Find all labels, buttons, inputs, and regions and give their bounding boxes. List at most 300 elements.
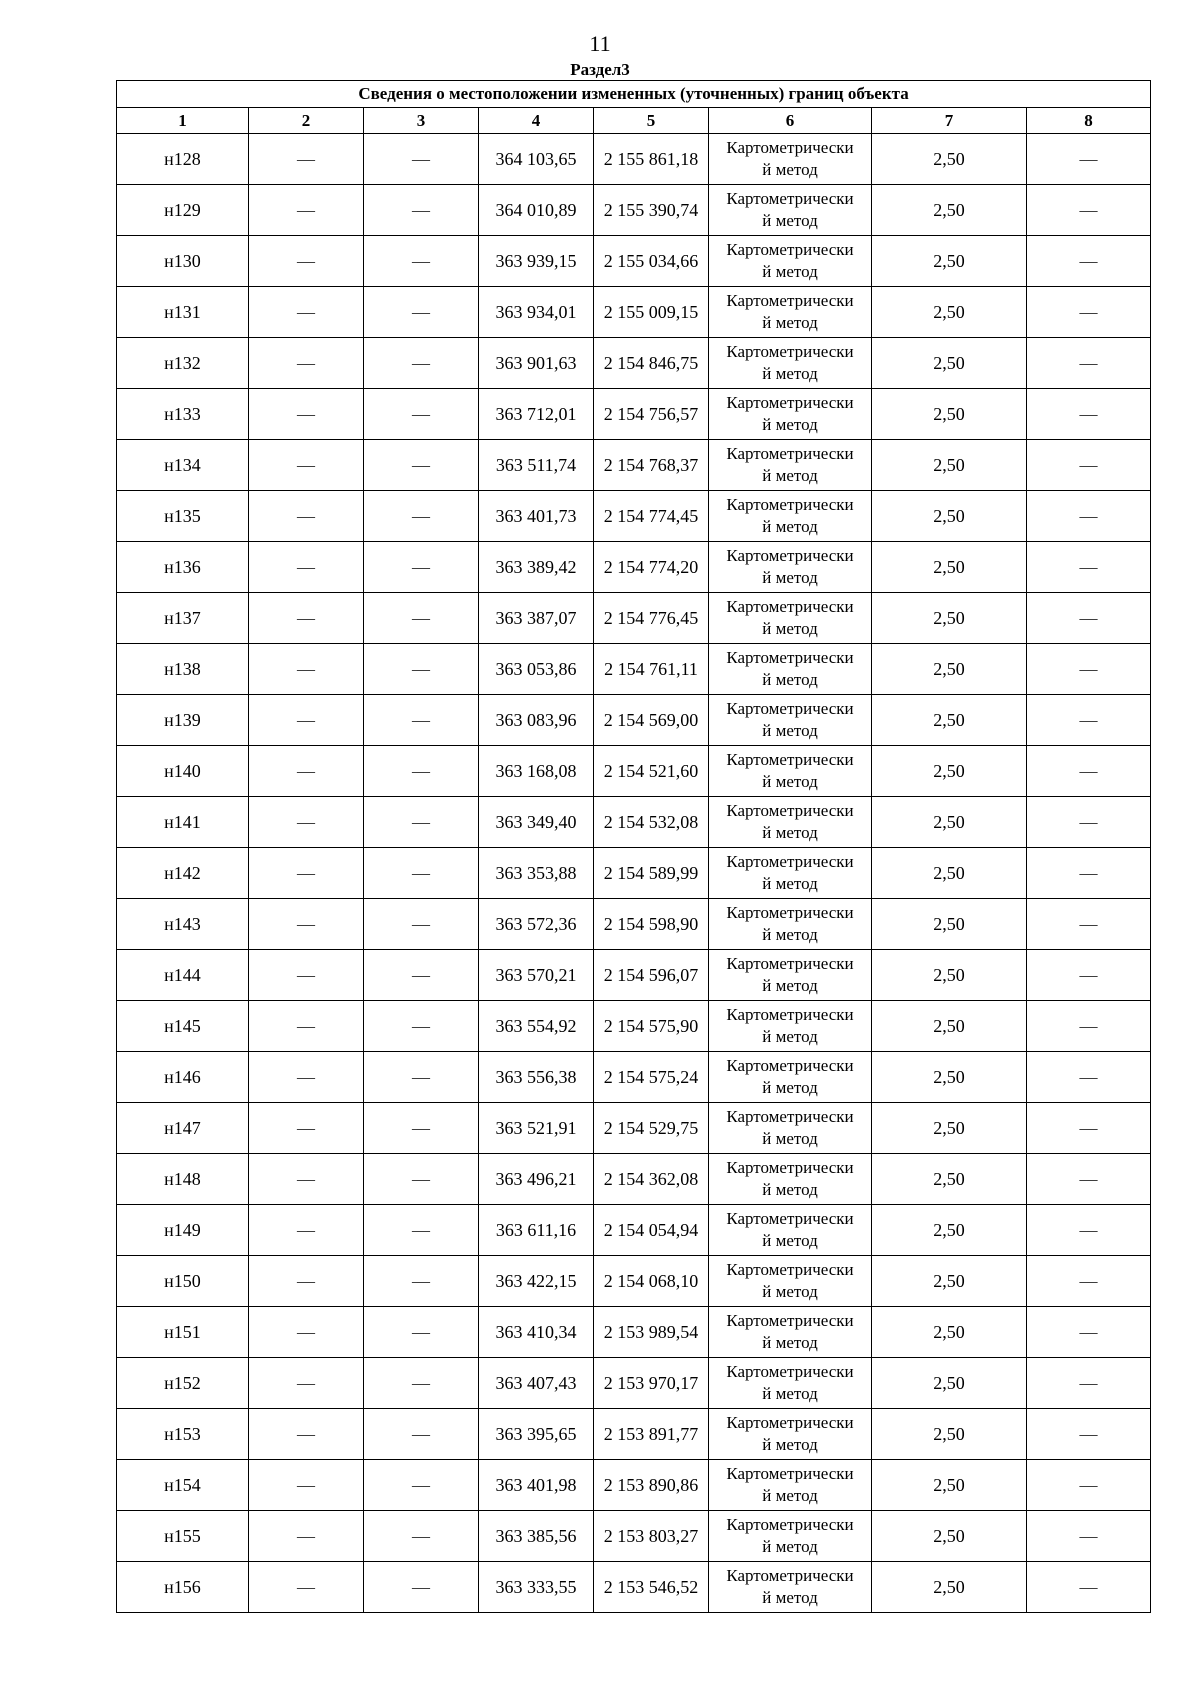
cell-col-3: — — [364, 338, 479, 389]
method-text-line: Картометрически — [726, 1260, 854, 1279]
cell-col-3: — — [364, 287, 479, 338]
cell-coord-y: 2 154 529,75 — [594, 1103, 709, 1154]
table-row — [117, 1205, 1151, 1256]
method-text-line: Картометрически — [726, 750, 854, 769]
method-text-line: й метод — [762, 1027, 818, 1046]
cell-col-3: — — [364, 746, 479, 797]
table-row — [117, 440, 1151, 491]
cell-accuracy: 2,50 — [872, 1103, 1027, 1154]
table-row — [117, 542, 1151, 593]
method-text-line: Картометрически — [726, 444, 854, 463]
method-text-line: й метод — [762, 1129, 818, 1148]
cell-coord-x: 363 083,96 — [479, 695, 594, 746]
column-header-1: 1 — [117, 108, 249, 134]
cell-coord-x: 363 570,21 — [479, 950, 594, 1001]
cell-col-2: — — [249, 950, 364, 1001]
cell-col-2: — — [249, 1307, 364, 1358]
cell-method — [709, 1562, 872, 1613]
cell-point-name: н155 — [117, 1511, 249, 1562]
cell-col-8: — — [1027, 1205, 1151, 1256]
table-row — [117, 950, 1151, 1001]
cell-accuracy: 2,50 — [872, 797, 1027, 848]
method-text-line: й метод — [762, 313, 818, 332]
method-text-line: й метод — [762, 670, 818, 689]
method-text-line: й метод — [762, 262, 818, 281]
table-body — [117, 134, 1151, 1613]
cell-method — [709, 644, 872, 695]
table-row — [117, 1103, 1151, 1154]
method-text-line: й метод — [762, 874, 818, 893]
cell-col-8: — — [1027, 1001, 1151, 1052]
cell-coord-x: 363 939,15 — [479, 236, 594, 287]
table-row — [117, 899, 1151, 950]
method-text-line: Картометрически — [726, 1056, 854, 1075]
column-header-2: 2 — [249, 108, 364, 134]
cell-method — [709, 1511, 872, 1562]
table-row — [117, 848, 1151, 899]
boundary-coordinates-table — [116, 80, 1151, 1613]
cell-col-2: — — [249, 899, 364, 950]
cell-col-2: — — [249, 287, 364, 338]
cell-col-2: — — [249, 1511, 364, 1562]
cell-col-2: — — [249, 593, 364, 644]
cell-accuracy: 2,50 — [872, 746, 1027, 797]
cell-accuracy: 2,50 — [872, 1511, 1027, 1562]
cell-col-3: — — [364, 1307, 479, 1358]
cell-col-2: — — [249, 440, 364, 491]
method-text-line: й метод — [762, 721, 818, 740]
cell-coord-x: 363 385,56 — [479, 1511, 594, 1562]
cell-point-name: н148 — [117, 1154, 249, 1205]
cell-accuracy: 2,50 — [872, 134, 1027, 185]
method-text-line: Картометрически — [726, 1413, 854, 1432]
cell-accuracy: 2,50 — [872, 644, 1027, 695]
cell-col-8: — — [1027, 1103, 1151, 1154]
cell-method — [709, 134, 872, 185]
cell-coord-x: 363 349,40 — [479, 797, 594, 848]
cell-point-name: н142 — [117, 848, 249, 899]
cell-coord-y: 2 154 575,24 — [594, 1052, 709, 1103]
cell-method — [709, 185, 872, 236]
cell-col-2: — — [249, 1409, 364, 1460]
cell-coord-x: 363 353,88 — [479, 848, 594, 899]
cell-coord-y: 2 154 774,45 — [594, 491, 709, 542]
cell-col-8: — — [1027, 644, 1151, 695]
cell-accuracy: 2,50 — [872, 440, 1027, 491]
cell-coord-y: 2 154 575,90 — [594, 1001, 709, 1052]
section-title: Раздел3 — [570, 60, 630, 79]
cell-method — [709, 593, 872, 644]
cell-point-name: н129 — [117, 185, 249, 236]
cell-col-3: — — [364, 1409, 479, 1460]
cell-coord-x: 363 407,43 — [479, 1358, 594, 1409]
cell-point-name: н138 — [117, 644, 249, 695]
method-text-line: Картометрически — [726, 1362, 854, 1381]
cell-col-3: — — [364, 185, 479, 236]
cell-accuracy: 2,50 — [872, 491, 1027, 542]
method-text-line: й метод — [762, 619, 818, 638]
cell-point-name: н137 — [117, 593, 249, 644]
cell-coord-x: 363 389,42 — [479, 542, 594, 593]
method-text-line: Картометрически — [726, 801, 854, 820]
table-caption-row — [117, 81, 1151, 108]
cell-col-3: — — [364, 899, 479, 950]
cell-method — [709, 1256, 872, 1307]
cell-accuracy: 2,50 — [872, 1460, 1027, 1511]
cell-col-8: — — [1027, 1460, 1151, 1511]
cell-coord-y: 2 154 362,08 — [594, 1154, 709, 1205]
cell-point-name: н133 — [117, 389, 249, 440]
cell-col-3: — — [364, 134, 479, 185]
cell-point-name: н146 — [117, 1052, 249, 1103]
cell-method — [709, 1001, 872, 1052]
cell-accuracy: 2,50 — [872, 542, 1027, 593]
method-text-line: й метод — [762, 772, 818, 791]
cell-coord-y: 2 154 761,11 — [594, 644, 709, 695]
cell-coord-x: 364 010,89 — [479, 185, 594, 236]
cell-col-8: — — [1027, 1154, 1151, 1205]
table-row — [117, 1511, 1151, 1562]
table-row — [117, 1358, 1151, 1409]
cell-method — [709, 1154, 872, 1205]
method-text-line: Картометрически — [726, 240, 854, 259]
cell-col-8: — — [1027, 1358, 1151, 1409]
cell-method — [709, 440, 872, 491]
method-text-line: Картометрически — [726, 954, 854, 973]
column-header-6: 6 — [709, 108, 872, 134]
method-text-line: Картометрически — [726, 189, 854, 208]
cell-accuracy: 2,50 — [872, 338, 1027, 389]
column-header-4: 4 — [479, 108, 594, 134]
cell-coord-x: 363 572,36 — [479, 899, 594, 950]
cell-coord-y: 2 153 546,52 — [594, 1562, 709, 1613]
cell-col-3: — — [364, 950, 479, 1001]
method-text-line: й метод — [762, 1333, 818, 1352]
method-text-line: й метод — [762, 568, 818, 587]
method-text-line: Картометрически — [726, 291, 854, 310]
cell-coord-x: 363 511,74 — [479, 440, 594, 491]
cell-accuracy: 2,50 — [872, 848, 1027, 899]
cell-method — [709, 899, 872, 950]
cell-col-2: — — [249, 134, 364, 185]
cell-point-name: н141 — [117, 797, 249, 848]
cell-coord-y: 2 153 989,54 — [594, 1307, 709, 1358]
method-text-line: й метод — [762, 1282, 818, 1301]
cell-method — [709, 236, 872, 287]
method-text-line: й метод — [762, 1486, 818, 1505]
cell-method — [709, 695, 872, 746]
column-header-5: 5 — [594, 108, 709, 134]
cell-col-8: — — [1027, 287, 1151, 338]
method-text-line: Картометрически — [726, 1566, 854, 1585]
table-row — [117, 491, 1151, 542]
cell-point-name: н139 — [117, 695, 249, 746]
cell-col-2: — — [249, 848, 364, 899]
cell-col-8: — — [1027, 440, 1151, 491]
cell-point-name: н132 — [117, 338, 249, 389]
cell-col-3: — — [364, 389, 479, 440]
cell-coord-x: 363 333,55 — [479, 1562, 594, 1613]
cell-coord-x: 363 387,07 — [479, 593, 594, 644]
method-text-line: й метод — [762, 1384, 818, 1403]
cell-coord-y: 2 153 803,27 — [594, 1511, 709, 1562]
method-text-line: Картометрически — [726, 1005, 854, 1024]
cell-col-8: — — [1027, 491, 1151, 542]
cell-col-2: — — [249, 1256, 364, 1307]
cell-coord-x: 363 410,34 — [479, 1307, 594, 1358]
method-text-line: Картометрически — [726, 1311, 854, 1330]
column-header-8: 8 — [1027, 108, 1151, 134]
method-text-line: й метод — [762, 1435, 818, 1454]
method-text-line: й метод — [762, 925, 818, 944]
method-text-line: Картометрически — [726, 597, 854, 616]
cell-point-name: н156 — [117, 1562, 249, 1613]
cell-col-3: — — [364, 644, 479, 695]
cell-col-8: — — [1027, 1052, 1151, 1103]
cell-point-name: н151 — [117, 1307, 249, 1358]
cell-col-8: — — [1027, 236, 1151, 287]
cell-col-3: — — [364, 1562, 479, 1613]
cell-method — [709, 746, 872, 797]
method-text-line: Картометрически — [726, 1107, 854, 1126]
table-row — [117, 134, 1151, 185]
cell-col-2: — — [249, 491, 364, 542]
cell-col-2: — — [249, 695, 364, 746]
cell-col-2: — — [249, 1460, 364, 1511]
column-header-row — [117, 108, 1151, 134]
cell-col-2: — — [249, 1001, 364, 1052]
cell-col-8: — — [1027, 1409, 1151, 1460]
method-text-line: Картометрически — [726, 1464, 854, 1483]
cell-accuracy: 2,50 — [872, 950, 1027, 1001]
table-row — [117, 1001, 1151, 1052]
table-row — [117, 1409, 1151, 1460]
cell-method — [709, 1358, 872, 1409]
cell-col-3: — — [364, 1511, 479, 1562]
method-text-line: Картометрически — [726, 138, 854, 157]
cell-coord-x: 363 395,65 — [479, 1409, 594, 1460]
cell-coord-y: 2 155 390,74 — [594, 185, 709, 236]
cell-accuracy: 2,50 — [872, 287, 1027, 338]
method-text-line: Картометрически — [726, 648, 854, 667]
cell-col-8: — — [1027, 1562, 1151, 1613]
table-row — [117, 644, 1151, 695]
method-text-line: Картометрически — [726, 495, 854, 514]
method-text-line: Картометрически — [726, 1209, 854, 1228]
cell-accuracy: 2,50 — [872, 1562, 1027, 1613]
cell-coord-x: 363 556,38 — [479, 1052, 594, 1103]
cell-col-3: — — [364, 440, 479, 491]
cell-accuracy: 2,50 — [872, 1409, 1027, 1460]
cell-col-2: — — [249, 542, 364, 593]
method-text-line: й метод — [762, 1078, 818, 1097]
method-text-line: й метод — [762, 1588, 818, 1607]
cell-method — [709, 542, 872, 593]
method-text-line: й метод — [762, 211, 818, 230]
method-text-line: й метод — [762, 517, 818, 536]
cell-col-3: — — [364, 797, 479, 848]
cell-method — [709, 1307, 872, 1358]
cell-coord-x: 363 496,21 — [479, 1154, 594, 1205]
cell-coord-x: 363 521,91 — [479, 1103, 594, 1154]
cell-col-3: — — [364, 695, 479, 746]
cell-coord-x: 363 053,86 — [479, 644, 594, 695]
cell-coord-y: 2 154 068,10 — [594, 1256, 709, 1307]
cell-col-8: — — [1027, 389, 1151, 440]
cell-coord-y: 2 153 890,86 — [594, 1460, 709, 1511]
cell-accuracy: 2,50 — [872, 593, 1027, 644]
cell-coord-y: 2 154 054,94 — [594, 1205, 709, 1256]
cell-method — [709, 950, 872, 1001]
cell-col-3: — — [364, 1001, 479, 1052]
cell-col-3: — — [364, 236, 479, 287]
method-text-line: й метод — [762, 160, 818, 179]
cell-col-3: — — [364, 1154, 479, 1205]
cell-point-name: н145 — [117, 1001, 249, 1052]
cell-coord-x: 363 611,16 — [479, 1205, 594, 1256]
method-text-line: й метод — [762, 364, 818, 383]
table-row — [117, 338, 1151, 389]
cell-col-3: — — [364, 593, 479, 644]
method-text-line: Картометрически — [726, 852, 854, 871]
table-row — [117, 797, 1151, 848]
method-text-line: й метод — [762, 415, 818, 434]
cell-point-name: н134 — [117, 440, 249, 491]
cell-coord-y: 2 153 970,17 — [594, 1358, 709, 1409]
cell-col-3: — — [364, 542, 479, 593]
cell-coord-y: 2 154 846,75 — [594, 338, 709, 389]
table-row — [117, 1460, 1151, 1511]
cell-point-name: н140 — [117, 746, 249, 797]
cell-coord-y: 2 154 774,20 — [594, 542, 709, 593]
method-text-line: й метод — [762, 1231, 818, 1250]
cell-col-2: — — [249, 1052, 364, 1103]
cell-point-name: н144 — [117, 950, 249, 1001]
cell-col-2: — — [249, 185, 364, 236]
cell-method — [709, 1409, 872, 1460]
cell-col-8: — — [1027, 899, 1151, 950]
cell-coord-x: 363 712,01 — [479, 389, 594, 440]
cell-method — [709, 491, 872, 542]
cell-col-3: — — [364, 1358, 479, 1409]
page-number: 11 — [589, 31, 611, 56]
table-row — [117, 236, 1151, 287]
cell-method — [709, 1460, 872, 1511]
cell-col-8: — — [1027, 542, 1151, 593]
table-row — [117, 287, 1151, 338]
cell-col-2: — — [249, 746, 364, 797]
method-text-line: Картометрически — [726, 699, 854, 718]
cell-point-name: н154 — [117, 1460, 249, 1511]
table-row — [117, 185, 1151, 236]
cell-accuracy: 2,50 — [872, 1307, 1027, 1358]
cell-coord-y: 2 154 521,60 — [594, 746, 709, 797]
cell-coord-y: 2 154 569,00 — [594, 695, 709, 746]
cell-accuracy: 2,50 — [872, 185, 1027, 236]
cell-col-8: — — [1027, 134, 1151, 185]
cell-coord-y: 2 154 768,37 — [594, 440, 709, 491]
cell-accuracy: 2,50 — [872, 389, 1027, 440]
cell-col-8: — — [1027, 185, 1151, 236]
cell-accuracy: 2,50 — [872, 236, 1027, 287]
table-row — [117, 695, 1151, 746]
cell-accuracy: 2,50 — [872, 1256, 1027, 1307]
cell-point-name: н130 — [117, 236, 249, 287]
column-header-7: 7 — [872, 108, 1027, 134]
table-caption: Сведения о местоположении измененных (уточненных) границ объекта — [117, 81, 1151, 108]
cell-col-3: — — [364, 491, 479, 542]
cell-col-2: — — [249, 797, 364, 848]
cell-col-2: — — [249, 644, 364, 695]
cell-point-name: н153 — [117, 1409, 249, 1460]
cell-accuracy: 2,50 — [872, 695, 1027, 746]
cell-col-3: — — [364, 1103, 479, 1154]
cell-coord-y: 2 155 034,66 — [594, 236, 709, 287]
method-text-line: й метод — [762, 823, 818, 842]
cell-point-name: н150 — [117, 1256, 249, 1307]
cell-col-8: — — [1027, 848, 1151, 899]
cell-method — [709, 1205, 872, 1256]
cell-method — [709, 1052, 872, 1103]
column-header-3: 3 — [364, 108, 479, 134]
cell-coord-y: 2 154 756,57 — [594, 389, 709, 440]
cell-point-name: н143 — [117, 899, 249, 950]
cell-point-name: н136 — [117, 542, 249, 593]
cell-col-8: — — [1027, 1256, 1151, 1307]
cell-col-2: — — [249, 389, 364, 440]
cell-col-2: — — [249, 236, 364, 287]
cell-point-name: н149 — [117, 1205, 249, 1256]
cell-coord-y: 2 154 532,08 — [594, 797, 709, 848]
method-text-line: й метод — [762, 976, 818, 995]
table-row — [117, 1562, 1151, 1613]
cell-coord-x: 363 422,15 — [479, 1256, 594, 1307]
cell-accuracy: 2,50 — [872, 1052, 1027, 1103]
cell-col-2: — — [249, 338, 364, 389]
cell-accuracy: 2,50 — [872, 1358, 1027, 1409]
cell-col-2: — — [249, 1154, 364, 1205]
cell-col-8: — — [1027, 950, 1151, 1001]
cell-method — [709, 287, 872, 338]
method-text-line: Картометрически — [726, 903, 854, 922]
cell-method — [709, 338, 872, 389]
cell-col-8: — — [1027, 338, 1151, 389]
method-text-line: Картометрически — [726, 546, 854, 565]
cell-coord-y: 2 155 009,15 — [594, 287, 709, 338]
cell-accuracy: 2,50 — [872, 1001, 1027, 1052]
cell-col-2: — — [249, 1103, 364, 1154]
method-text-line: й метод — [762, 1180, 818, 1199]
cell-accuracy: 2,50 — [872, 1205, 1027, 1256]
cell-point-name: н152 — [117, 1358, 249, 1409]
cell-coord-x: 363 401,73 — [479, 491, 594, 542]
table-row — [117, 389, 1151, 440]
cell-col-8: — — [1027, 695, 1151, 746]
cell-col-8: — — [1027, 593, 1151, 644]
cell-coord-x: 363 168,08 — [479, 746, 594, 797]
method-text-line: Картометрически — [726, 1158, 854, 1177]
cell-col-3: — — [364, 1052, 479, 1103]
cell-coord-x: 363 401,98 — [479, 1460, 594, 1511]
method-text-line: Картометрически — [726, 1515, 854, 1534]
method-text-line: й метод — [762, 466, 818, 485]
cell-col-2: — — [249, 1562, 364, 1613]
cell-coord-y: 2 154 596,07 — [594, 950, 709, 1001]
cell-method — [709, 848, 872, 899]
method-text-line: й метод — [762, 1537, 818, 1556]
table-row — [117, 1154, 1151, 1205]
cell-method — [709, 797, 872, 848]
